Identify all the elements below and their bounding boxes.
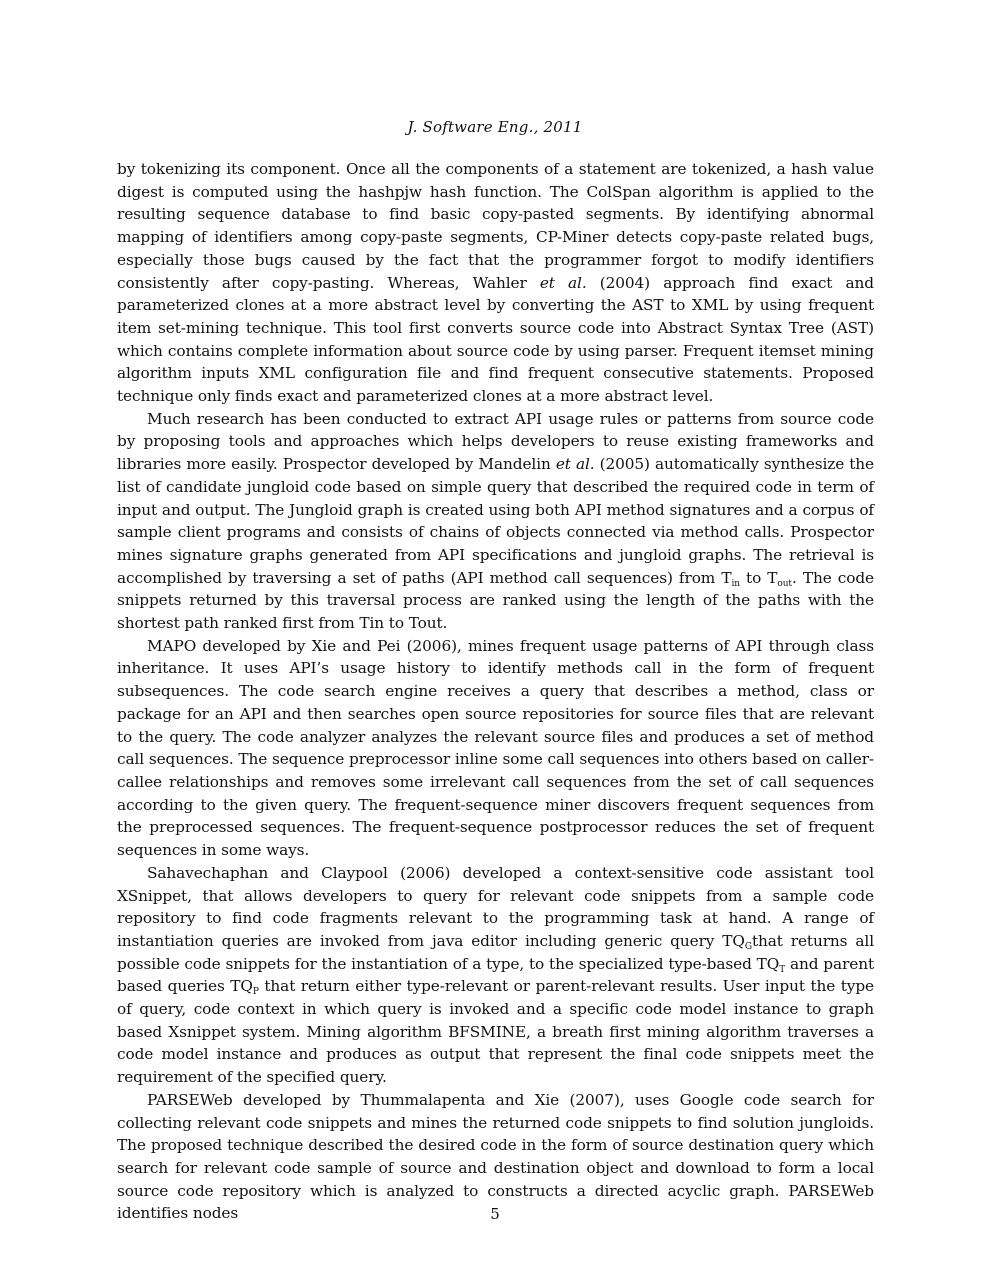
paragraph-4-text-b: that returns all possible code snippets for the instantiation of a type, to the specialized type-based TQ xyxy=(117,931,874,973)
paragraph-4 xyxy=(117,862,874,1089)
subscript-t: T xyxy=(779,964,786,975)
body-text xyxy=(117,158,874,1225)
paragraph-4-text-d: that return either type-relevant or parent-relevant results. User input the type of query, code context in which query is invoked and a specific code model instance to graph based Xsnippet system. Mining algorithm BFSMINE, a breath first mining algorithm traverses a code model instance and produces as output that represent the final code snippets meet the requirement of the specified query. xyxy=(117,977,874,1087)
subscript-out: out xyxy=(777,578,792,589)
page-number: 5 xyxy=(490,1205,500,1223)
paragraph-2-text-a: Much research has been conducted to extract API usage rules or patterns from source code by proposing tools and approaches which helps developers to reuse existing frameworks and libraries more easily. Prospector developed by Mandelin xyxy=(117,409,874,474)
paragraph-1-etal: et al. xyxy=(539,273,587,292)
paragraph-3: MAPO developed by Xie and Pei (2006), mines frequent usage patterns of API through class inheritance. It uses API’s usage history to identify methods call in the form of frequent subsequences. The code search engine receives a query that describes a method, class or package for an API and then searches open source repositories for source files that are relevant to the query. The code analyzer analyzes the relevant source files and produces a set of method call sequences. The sequence preprocessor inline some call sequences into others based on caller-callee relationships and removes some irrelevant call sequences from the set of call sequences according to the given query. The frequent-sequence miner discovers frequent sequences from the preprocessed sequences. The frequent-sequence postprocessor reduces the set of frequent sequences in some ways. xyxy=(117,636,874,860)
paragraph-2-text-c: to T xyxy=(739,568,778,587)
paragraph-4-text-c: and parent based queries TQ xyxy=(117,954,874,996)
paragraph-2-text-d: . The code snippets returned by this traversal process are ranked using the length of the paths with the shortest path ranked first from Tin to Tout. xyxy=(117,568,874,633)
paragraph-2 xyxy=(117,408,874,635)
paragraph-2-text-b: (2005) automatically synthesize the list of candidate jungloid code based on simple query that described the required code in term of input and output. The Jungloid graph is created using both API method signatures and a corpus of sample client programs and consists of chains of objects connected via method calls. Prospector mines signature graphs generated from API specifications and jungloid graphs. The retrieval is accomplished by traversing a set of paths (API method call sequences) from T xyxy=(117,455,874,587)
paragraph-1-text-a: by tokenizing its component. Once all the components of a statement are tokenized, a hash value digest is computed using the hashpjw hash function. The ColSpan algorithm is applied to the resulting sequence database to find basic copy-pasted segments. By identifying abnormal mapping of identifiers among copy-paste segments, CP-Miner detects copy-paste related bugs, especially those bugs caused by the fact that the programmer forgot to modify identifiers consistently after copy-pasting. Whereas, Wahler xyxy=(117,160,874,292)
paragraph-4-text-a: Sahavechaphan and Claypool (2006) developed a context-sensitive code assistant tool XSnippet, that allows developers to query for relevant code snippets from a sample code repository to find code fragments relevant to the programming task at hand. A range of instantiation queries are invoked from java editor including generic query TQ xyxy=(117,863,874,950)
running-head: J. Software Eng., 2011 xyxy=(407,118,583,136)
subscript-p: P xyxy=(252,987,259,998)
subscript-in: in xyxy=(731,578,740,589)
paragraph-2-etal: et al. xyxy=(555,455,595,474)
paragraph-1 xyxy=(117,158,874,408)
paragraph-5: PARSEWeb developed by Thummalapenta and Xie (2007), uses Google code search for collecting relevant code snippets and mines the returned code snippets to find solution jungloids. The proposed technique described the desired code in the form of source destination query which search for relevant code sample of source and destination object and download to form a local source code repository which is analyzed to constructs a directed acyclic graph. PARSEWeb identifies nodes xyxy=(117,1090,874,1223)
subscript-g: G xyxy=(744,941,752,952)
paragraph-1-text-b: (2004) approach find exact and parameterized clones at a more abstract level by converting the AST to XML by using frequent item set-mining technique. This tool first converts source code into Abstract Syntax Tree (AST) which contains complete information about source code by using parser. Frequent itemset mining algorithm inputs XML configuration file and find frequent consecutive statements. Proposed technique only finds exact and parameterized clones at a more abstract level. xyxy=(117,273,874,406)
